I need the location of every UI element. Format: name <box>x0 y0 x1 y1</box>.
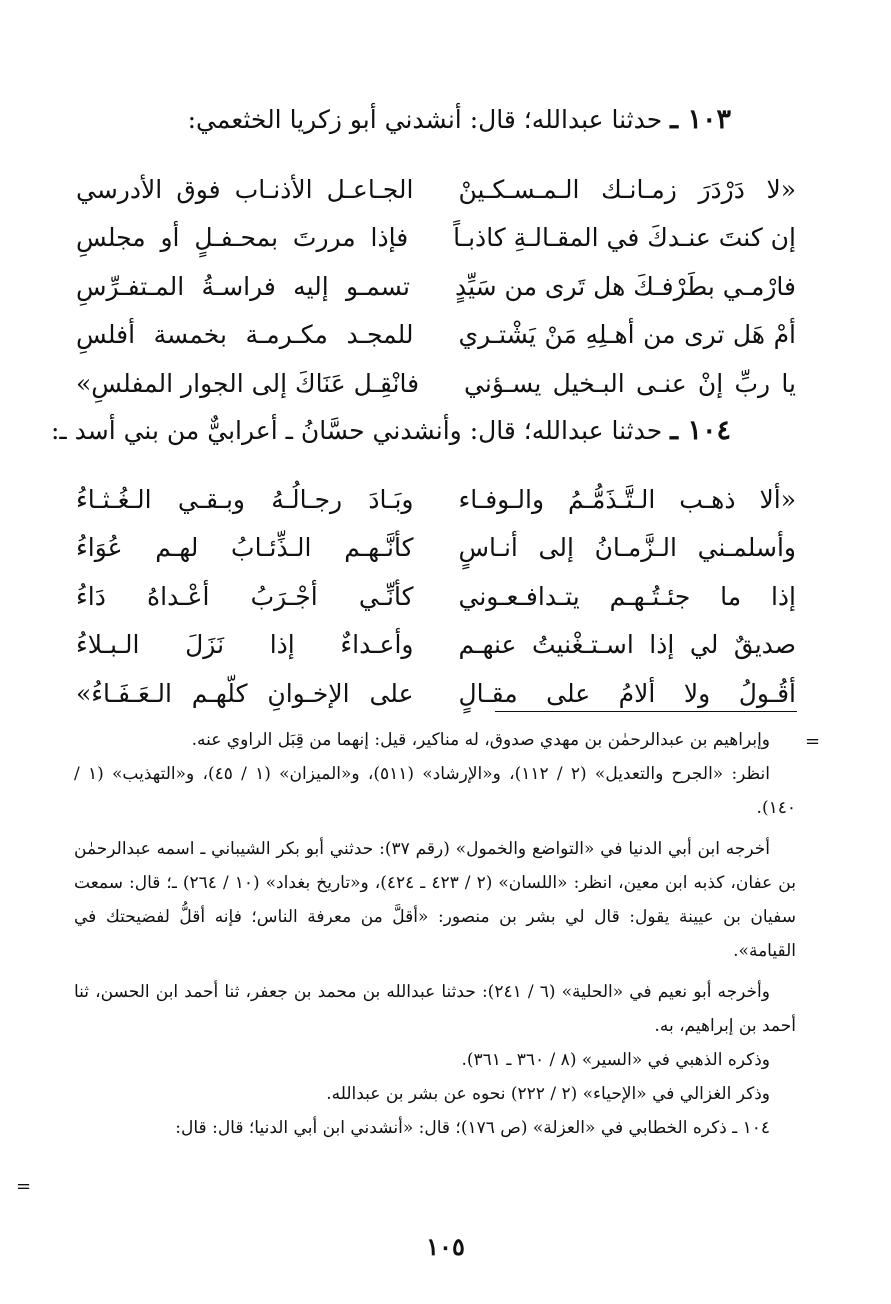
hadith-104-text: حدثنا عبدالله؛ قال: وأنشدني حسَّانُ ـ أعرابيٌّ من بني أسد ـ: <box>50 416 663 445</box>
second-hemistich: الجـاعـل الأذنـاب فوق الأدرسي <box>76 174 414 204</box>
second-hemistich: فانْقِـل عَنَاكَ إلى الجوار المفلسِ» <box>76 368 420 398</box>
first-hemistich: يا ربِّ إنْ عنـى البـخيل يسـؤني <box>464 368 796 398</box>
first-hemistich: وأسلمـني الـزَّمـانُ إلى أنـاسٍ <box>458 533 796 563</box>
hadith-103-number: ١٠٣ ـ <box>670 104 731 135</box>
footnote-paragraph: ١٠٤ ـ ذكره الخطابي في «العزلة» (ص ١٧٦)؛ قال: «أنشدني ابن أبي الدنيا؛ قال: قال: <box>175 1118 770 1138</box>
footnote-paragraph: وإبراهيم بن عبدالرحمٰن بن مهدي صدوق، له مناكير، قيل: إنهما من قِبَل الراوي عنه. <box>191 730 770 750</box>
first-hemistich: إن كنتَ عنـدكَ في المقـالـةِ كاذبـاً <box>453 223 796 253</box>
first-hemistich: أقُـولُ ولا ألامُ على مقـالٍ <box>458 678 796 708</box>
footnote-paragraph: وذكره الذهبي في «السير» (٨ / ٣٦٠ ـ ٣٦١). <box>461 1050 770 1070</box>
poem-104 <box>76 475 796 718</box>
second-hemistich: فإذا مررتَ بمحـفـلٍ أو مجلسِ <box>76 223 409 253</box>
poem-103 <box>76 165 796 408</box>
second-hemistich: كأنِّـي أجْـرَبُ أعْـداهُ دَاءُ <box>76 581 414 611</box>
continuation-mark: = <box>16 1176 32 1197</box>
hadith-103-text: حدثنا عبدالله؛ قال: أنشدني أبو زكريا الخثعمي: <box>187 105 663 134</box>
second-hemistich: تسمـو إليه فراسـةُ المـتفـرِّسِ <box>76 271 410 301</box>
verse-row <box>76 359 796 408</box>
second-hemistich: كأنَّـهـم الـذِّئـابُ لهـم عُوَاءُ <box>76 533 414 563</box>
first-hemistich: «ألا ذهـب الـتَّـذَمُّـمُ والـوفـاء <box>458 484 796 514</box>
second-hemistich: للمجـد مكـرمـة بخمسة أفلسِ <box>76 320 414 350</box>
page-number: ١٠٥ <box>426 1232 465 1261</box>
footnote-paragraph: وأخرجه أبو نعيم في «الحلية» (٦ / ٢٤١): حدثنا عبدالله بن محمد بن جعفر، ثنا أحمد ابن الحسن، ثنا أحمد بن إبراهيم، به. <box>74 982 796 1036</box>
first-hemistich: فارْمـي بطَرْفـكَ هل تَرى من سَيِّدٍ <box>454 271 796 301</box>
footnote-paragraph: أخرجه ابن أبي الدنيا في «التواضع والخمول» (رقم ٣٧): حدثني أبو بكر الشيباني ـ اسمه عبدالرحمٰن بن عفان، كذبه ابن معين، انظر: «اللسان» (٢ / ٤٢٣ ـ ٤٢٤)، و«تاريخ بغداد» (١٠ / ٢٦٤) ـ؛ قال: سمعت سفيان بن عيينة يقول: قال لي بشر بن منصور: «أقلَّ من معرفة الناس؛ فإنه أقلُّ لفضيحتك في القيامة». <box>74 839 796 961</box>
hadith-103-heading <box>91 104 731 135</box>
second-hemistich: وأعـداءٌ إذا نَزَلَ الـبـلاءُ <box>76 630 414 660</box>
hadith-104-heading <box>50 415 731 446</box>
first-hemistich: صديقٌ لي إذا اسـتـغْنيتُ عنهـم <box>458 630 796 660</box>
verse-row <box>76 572 796 621</box>
hadith-104-number: ١٠٤ ـ <box>670 415 731 446</box>
first-hemistich: أمْ هَل ترى من أهـلِهِ مَنْ يَشْتـري <box>458 320 796 350</box>
verse-row <box>76 165 796 214</box>
continuation-mark: = <box>805 731 821 752</box>
verse-row <box>76 214 796 263</box>
verse-row <box>76 311 796 360</box>
footnotes <box>74 723 796 1145</box>
footnote-paragraph: وذكر الغزالي في «الإحياء» (٢ / ٢٢٢) نحوه عن بشر بن عبدالله. <box>326 1084 770 1104</box>
footnote-separator <box>495 711 797 712</box>
first-hemistich: «لا دَرْدَرَ زمـانـك الـمـسـكـينْ <box>458 174 796 204</box>
verse-row <box>76 621 796 670</box>
verse-row <box>76 475 796 524</box>
footnote-paragraph: انظر: «الجرح والتعديل» (٢ / ١١٢)، و«الإرشاد» (٥١١)، و«الميزان» (١ / ٤٥)، و«التهذيب» (١ / ١٤٠). <box>74 764 796 818</box>
second-hemistich: على الإخـوانِ كلّهـم الـعَـفَـاءُ» <box>76 678 414 708</box>
second-hemistich: وبَـادَ رجـالُـهُ وبـقـي الـغُـثـاءُ <box>76 484 414 514</box>
verse-row <box>76 524 796 573</box>
first-hemistich: إذا ما جئـتُـهـم يتـدافـعـوني <box>458 581 796 611</box>
verse-row <box>76 262 796 311</box>
